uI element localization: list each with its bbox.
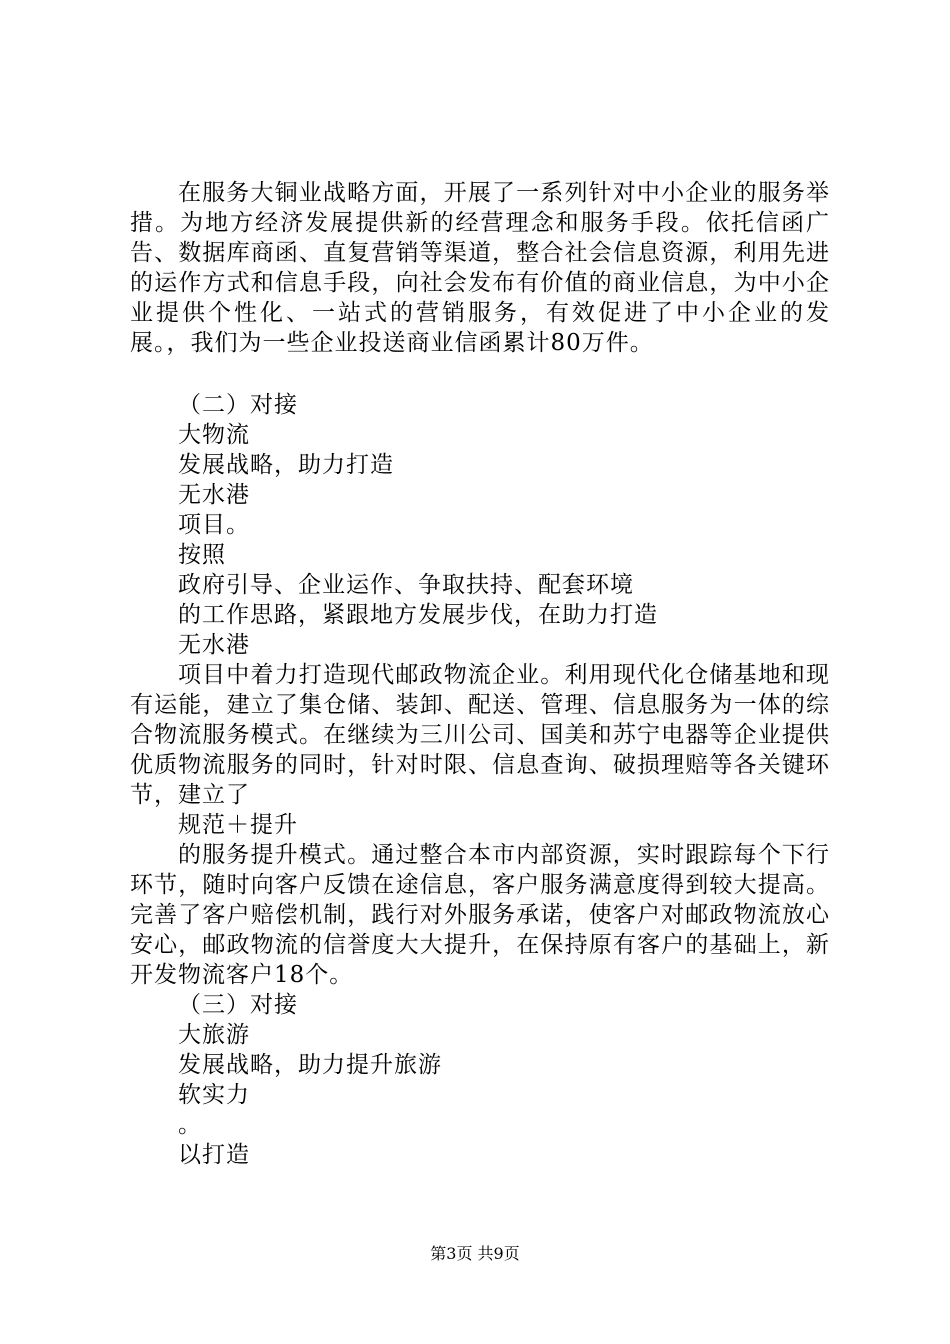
page-number-footer: 第3页 共9页 <box>430 1244 520 1263</box>
section-tourism <box>130 990 830 1170</box>
text-line: 大物流 <box>178 422 250 448</box>
text-line: 。 <box>178 1112 202 1138</box>
document-body <box>130 178 830 1170</box>
text-line-standard: 规范＋提升 <box>178 812 298 838</box>
text-line: 软实力 <box>178 1082 250 1108</box>
paragraph-service-upgrade: 的服务提升模式。通过整合本市内部资源，实时跟踪每个下行环节，随时向客户反馈在途信息，客户服务满意度得到较大提高。完善了客户赔偿机制，践行对外服务承诺，使客户对邮政物流放心安心，邮政物流的信誉度大大提升，在保持原有客户的基础上，新开发物流客户18个。 <box>130 842 830 988</box>
text-line: 政府引导、企业运作、争取扶持、配套环境 <box>178 572 634 598</box>
text-line: 无水港 <box>178 482 250 508</box>
text-line: 的工作思路，紧跟地方发展步伐，在助力打造 <box>178 602 658 628</box>
text-line: 发展战略，助力打造 <box>178 452 394 478</box>
text-line: 无水港 <box>178 632 250 658</box>
text-line: 按照 <box>178 542 226 568</box>
paragraph-copper-service: 在服务大铜业战略方面，开展了一系列针对中小企业的服务举措。为地方经济发展提供新的经营理念和服务手段。依托信函广告、数据库商函、直复营销等渠道，整合社会信息资源，利用先进的运作方式和信息手段，向社会发布有价值的商业信息，为中小企业提供个性化、一站式的营销服务，有效促进了中小企业的发展。，我们为一些企业投送商业信函累计80万件。 <box>130 180 830 356</box>
text-line: 发展战略，助力提升旅游 <box>178 1052 442 1078</box>
section-logistics <box>130 390 830 990</box>
section-heading-logistics: （二）对接 <box>178 392 298 418</box>
paragraph-logistics-model: 项目中着力打造现代邮政物流企业。利用现代化仓储基地和现有运能，建立了集仓储、装卸、配送、管理、信息服务为一体的综合物流服务模式。在继续为三川公司、国美和苏宁电器等企业提供优质物流服务的同时，针对时限、信息查询、破损理赔等各关键环节，建立了 <box>130 662 830 808</box>
text-line: 大旅游 <box>178 1022 250 1048</box>
section-heading-tourism: （三）对接 <box>178 992 298 1018</box>
text-line: 以打造 <box>178 1142 250 1168</box>
paragraph-gap <box>130 358 830 390</box>
text-line: 项目。 <box>178 512 250 538</box>
